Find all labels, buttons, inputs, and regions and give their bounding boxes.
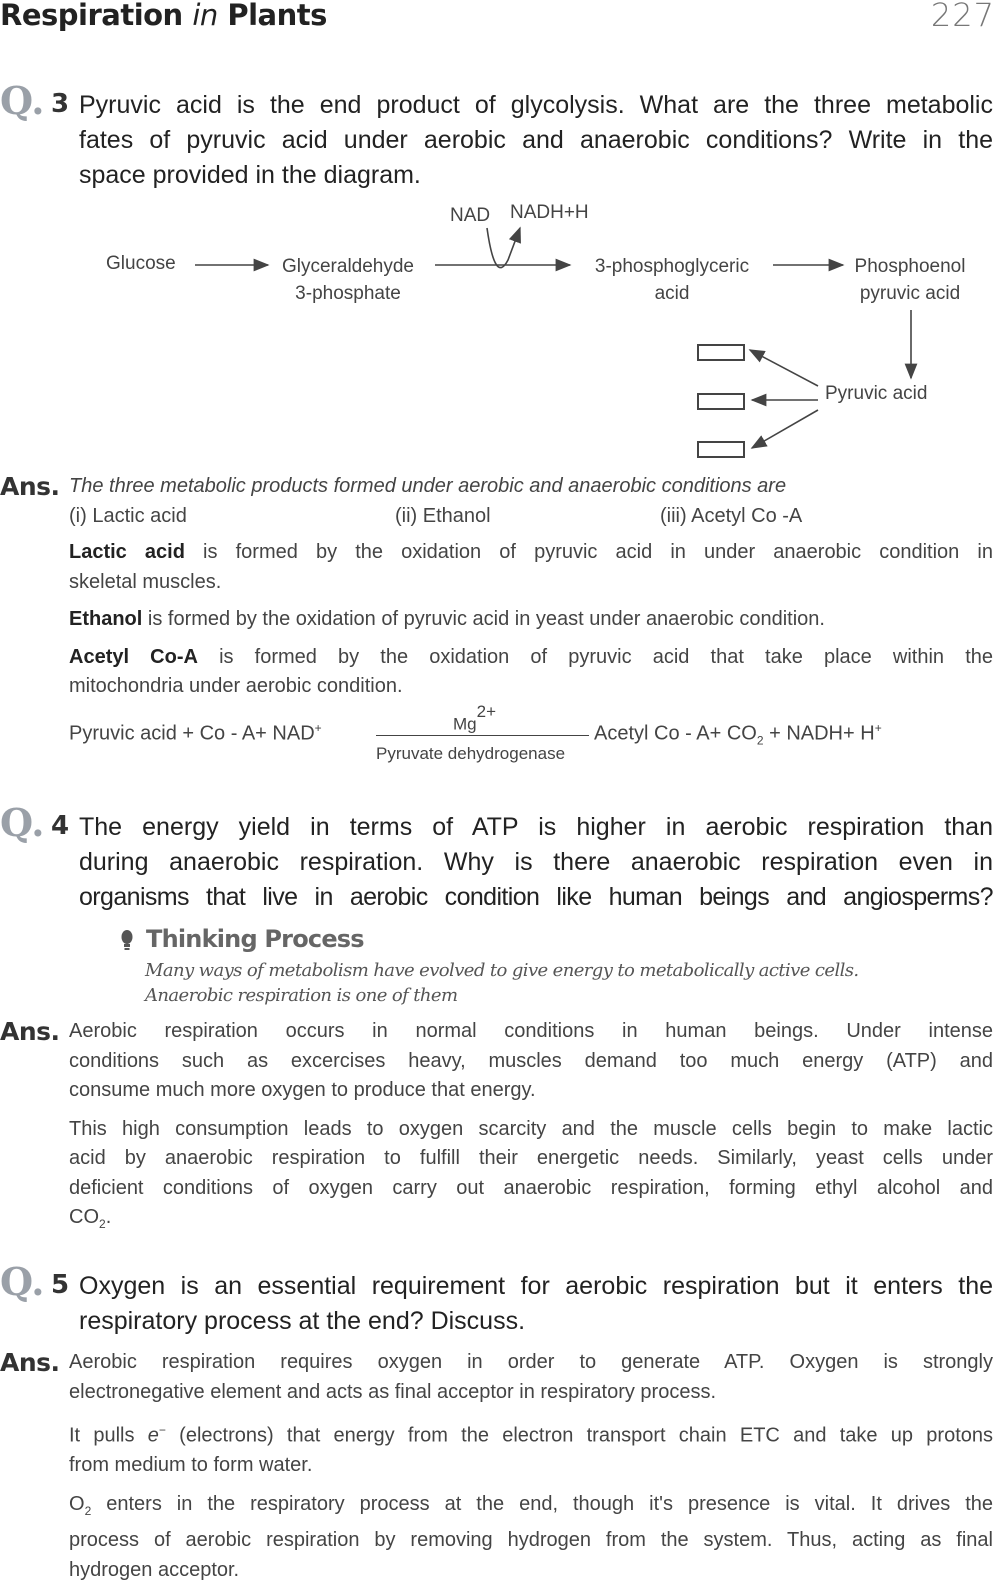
nad-label: NAD [450, 205, 491, 226]
options-row [69, 502, 993, 532]
reaction-arrow-line [376, 735, 589, 736]
term: Ethanol [69, 608, 143, 630]
chapter-title [0, 0, 327, 32]
answer-5 [69, 1348, 993, 1585]
arrow [752, 410, 818, 448]
text: It pulls [69, 1424, 148, 1447]
catalyst [453, 702, 497, 735]
sub: 2 [84, 1503, 92, 1518]
glucose-label: Glucose [106, 253, 176, 274]
paragraph-line: hydrogen acceptor. [69, 1558, 240, 1581]
paragraph-line: mitochondria under aerobic condition. [69, 675, 403, 697]
sup: − [158, 1423, 166, 1437]
paragraph-line [69, 1490, 993, 1527]
thinking-process-text [145, 958, 859, 1008]
paragraph-line: skeletal muscles. [69, 570, 222, 593]
electron-symbol: e [147, 1424, 159, 1447]
text: is formed by the oxidation of pyruvic acid that take place within the [197, 645, 993, 668]
g3p-label: Glyceraldehyde [281, 256, 415, 277]
text: . [105, 1206, 112, 1228]
term: Acetyl Co-A [69, 645, 198, 668]
paragraph-line [69, 643, 993, 673]
chemical-equation [69, 700, 999, 770]
question-line: respiratory process at the end? Discuss. [79, 1307, 526, 1335]
term: Lactic acid [69, 541, 185, 563]
question-number: 3 [51, 89, 70, 119]
answer-intro: The three metabolic products formed under aerobic and anaerobic conditions are [69, 475, 787, 497]
question-line: organisms that live in aerobic condition like human beings and angiosperms? [79, 883, 993, 911]
option: (ii) Ethanol [395, 504, 491, 527]
text: Pyruvic acid + Co - A+ NAD [69, 722, 315, 745]
paragraph-line: process of aerobic respiration by removing hydrogen from the system. Thus, acting as final [69, 1529, 993, 1552]
answer-box [698, 394, 744, 409]
thinking-line: Many ways of metabolism have evolved to give energy to metabolically active cells. [145, 960, 859, 981]
thinking-process-title: Thinking Process [146, 925, 364, 953]
answer-4 [69, 1017, 993, 1240]
title-italic: in [192, 0, 218, 32]
answer-label: Ans. [0, 1348, 60, 1377]
paragraph-line: electronegative element and acts as final acceptor in respiratory process. [69, 1380, 717, 1403]
answer-label: Ans. [0, 472, 60, 501]
sup: 2+ [476, 702, 497, 721]
question-4-text [79, 810, 993, 915]
paragraph-line: conditions such as excercises heavy, muscles demand too much energy (ATP) and [69, 1049, 993, 1072]
question-number: 4 [51, 811, 70, 841]
title-text: Plants [217, 0, 327, 32]
pyruvic-acid-label: Pyruvic acid [825, 383, 928, 404]
sup: + [314, 721, 322, 735]
g3p-label: 3-phosphate [295, 283, 401, 304]
text: CO [69, 1206, 99, 1228]
question-number: 5 [51, 1270, 70, 1300]
answer-box [698, 442, 744, 457]
text: Acetyl Co - A+ CO [594, 722, 757, 745]
thinking-line: Anaerobic respiration is one of them [145, 985, 458, 1006]
paragraph-line [69, 538, 993, 568]
text: is formed by the oxidation of pyruvic acid in under anaerobic condition in [184, 541, 993, 563]
text: + NADH+ H [763, 722, 875, 745]
question-line: fates of pyruvic acid under aerobic and anaerobic conditions? Write in the [79, 126, 993, 154]
paragraph-line: Aerobic respiration requires oxygen in order to generate ATP. Oxygen is strongly [69, 1351, 993, 1373]
nadh-label: NADH+H [510, 202, 589, 223]
paragraph-line [69, 605, 993, 635]
question-line: Oxygen is an essential requirement for aerobic respiration but it enters the [79, 1272, 993, 1300]
paragraph-line: This high consumption leads to oxygen scarcity and the muscle cells begin to make lactic [69, 1117, 993, 1140]
answer-box [698, 345, 744, 360]
question-line: Pyruvic acid is the end product of glycolysis. What are the three metabolic [79, 91, 993, 119]
question-line: space provided in the diagram. [79, 161, 421, 189]
answer-label: Ans. [0, 1017, 60, 1046]
question-mark: Q. [0, 78, 45, 123]
pga-label: 3-phosphoglyceric [594, 256, 750, 277]
question-5-text [79, 1269, 993, 1339]
sup: + [874, 721, 882, 735]
page-number: 227 [930, 0, 995, 34]
enzyme-label: Pyruvate dehydrogenase [376, 744, 566, 763]
paragraph-line [69, 1416, 993, 1451]
pep-label: Phosphoenol [854, 256, 966, 277]
option: (i) Lactic acid [69, 504, 187, 527]
lightbulb-icon [121, 930, 133, 952]
question-line: during anaerobic respiration. Why is there anaerobic respiration even in [79, 848, 993, 876]
equation-right [594, 721, 882, 748]
paragraph-line: acid by anaerobic respiration to fulfill their energetic needs. Similarly, yeast cells under [69, 1147, 993, 1169]
paragraph-line: consume much more oxygen to produce that energy. [69, 1079, 536, 1101]
question-3-text [79, 88, 993, 193]
text: O [69, 1492, 85, 1515]
paragraph-line [69, 1203, 993, 1240]
text: enters in the respiratory process at the end, though it's presence is vital. It drives the [91, 1492, 993, 1515]
sub: 2 [99, 1217, 106, 1231]
glycolysis-diagram [0, 190, 999, 470]
title-text: Respiration [0, 0, 193, 32]
pga-label: acid [654, 283, 690, 304]
paragraph-line: Aerobic respiration occurs in normal conditions in human beings. Under intense [69, 1020, 993, 1042]
equation-left [69, 721, 322, 746]
text: (electrons) that energy from the electron transport chain ETC and take up protons [165, 1424, 994, 1447]
sub: 2 [756, 733, 764, 748]
option: (iii) Acetyl Co -A [660, 504, 803, 527]
arrow [750, 350, 818, 386]
nad-curve-arrow [487, 228, 520, 268]
text: is formed by the oxidation of pyruvic acid in yeast under anaerobic condition. [142, 608, 825, 630]
question-mark: Q. [0, 1259, 45, 1304]
question-mark: Q. [0, 800, 45, 845]
answer-3 [69, 472, 993, 702]
paragraph-line: from medium to form water. [69, 1454, 313, 1477]
paragraph-line: deficient conditions of oxygen carry out anaerobic respiration, forming ethyl alcohol and [69, 1176, 993, 1199]
pep-label: pyruvic acid [859, 283, 961, 304]
text: Mg [453, 714, 477, 734]
question-line: The energy yield in terms of ATP is higher in aerobic respiration than [79, 813, 993, 841]
